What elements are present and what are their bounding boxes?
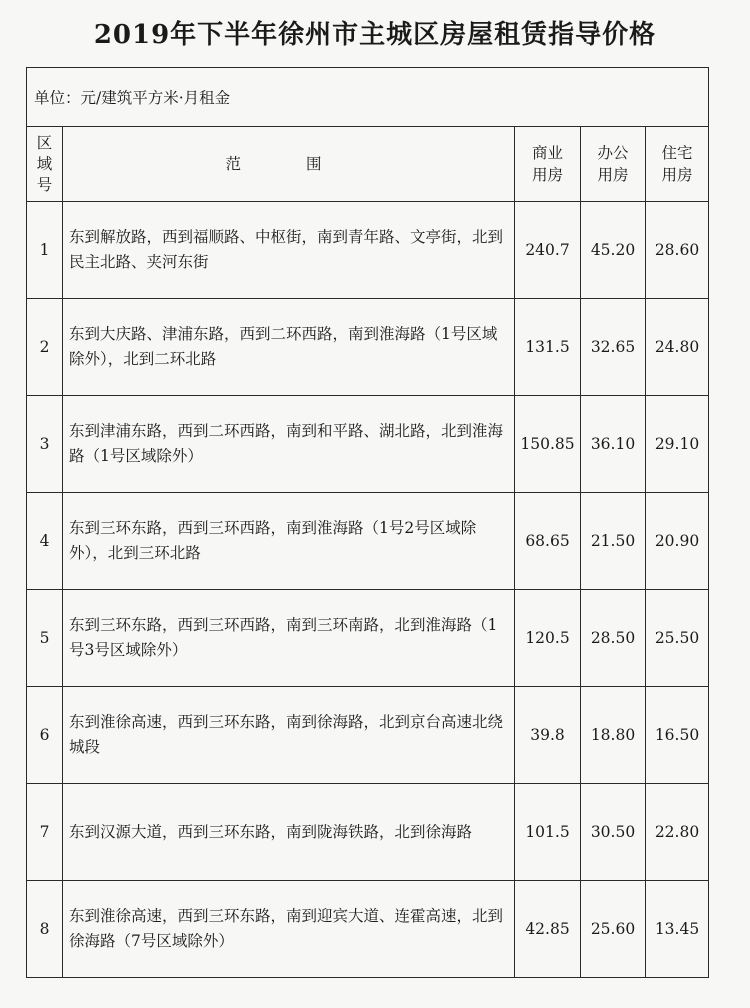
range-cell: 东到大庆路、津浦东路，西到二环西路，南到淮海路（1号区域除外），北到二环北路 xyxy=(63,299,515,396)
office-price-cell: 18.80 xyxy=(581,687,646,784)
table-row xyxy=(27,687,709,784)
zone-cell: 5 xyxy=(27,590,63,687)
table-row xyxy=(27,784,709,881)
office-header xyxy=(581,127,646,202)
table-row xyxy=(27,202,709,299)
office-price-cell: 45.20 xyxy=(581,202,646,299)
zone-header-text: 区域号 xyxy=(36,133,53,194)
table-row xyxy=(27,299,709,396)
office-price-cell: 21.50 xyxy=(581,493,646,590)
office-header-text: 办公用房 xyxy=(597,144,629,184)
page-title: 2019年下半年徐州市主城区房屋租赁指导价格 xyxy=(93,20,657,50)
zone-cell: 1 xyxy=(27,202,63,299)
commercial-price-cell: 131.5 xyxy=(515,299,581,396)
zone-header xyxy=(27,127,63,202)
commercial-price-cell: 68.65 xyxy=(515,493,581,590)
header-row xyxy=(27,127,709,202)
range-cell: 东到三环东路，西到三环西路，南到淮海路（1号2号区域除外），北到三环北路 xyxy=(63,493,515,590)
range-header-text: 范 围 xyxy=(225,155,352,173)
range-cell: 东到津浦东路，西到二环西路，南到和平路、湖北路，北到淮海路（1号区域除外） xyxy=(63,396,515,493)
office-price-cell: 36.10 xyxy=(581,396,646,493)
zone-cell: 2 xyxy=(27,299,63,396)
commercial-price-cell: 240.7 xyxy=(515,202,581,299)
table-row xyxy=(27,881,709,978)
range-header xyxy=(63,127,515,202)
range-cell: 东到三环东路，西到三环西路，南到三环南路，北到淮海路（1号3号区域除外） xyxy=(63,590,515,687)
office-price-cell: 30.50 xyxy=(581,784,646,881)
residential-price-cell: 22.80 xyxy=(646,784,709,881)
residential-price-cell: 13.45 xyxy=(646,881,709,978)
zone-cell: 7 xyxy=(27,784,63,881)
residential-price-cell: 16.50 xyxy=(646,687,709,784)
residential-header xyxy=(646,127,709,202)
zone-cell: 4 xyxy=(27,493,63,590)
commercial-price-cell: 120.5 xyxy=(515,590,581,687)
residential-price-cell: 20.90 xyxy=(646,493,709,590)
range-cell: 东到解放路，西到福顺路、中枢街，南到青年路、文亭街，北到民主北路、夹河东街 xyxy=(63,202,515,299)
unit-label: 单位：元/建筑平方米·月租金 xyxy=(27,68,709,127)
commercial-header xyxy=(515,127,581,202)
commercial-price-cell: 101.5 xyxy=(515,784,581,881)
commercial-price-cell: 150.85 xyxy=(515,396,581,493)
residential-price-cell: 28.60 xyxy=(646,202,709,299)
table-row xyxy=(27,493,709,590)
range-cell: 东到淮徐高速，西到三环东路，南到徐海路，北到京台高速北绕城段 xyxy=(63,687,515,784)
zone-cell: 6 xyxy=(27,687,63,784)
range-cell: 东到淮徐高速，西到三环东路，南到迎宾大道、连霍高速，北到徐海路（7号区域除外） xyxy=(63,881,515,978)
unit-row xyxy=(27,68,709,127)
commercial-price-cell: 42.85 xyxy=(515,881,581,978)
table-row xyxy=(27,396,709,493)
price-table xyxy=(26,67,709,978)
residential-price-cell: 24.80 xyxy=(646,299,709,396)
office-price-cell: 28.50 xyxy=(581,590,646,687)
table-body xyxy=(27,202,709,978)
zone-cell: 3 xyxy=(27,396,63,493)
commercial-header-text: 商业用房 xyxy=(531,144,563,184)
range-cell: 东到汉源大道，西到三环东路，南到陇海铁路，北到徐海路 xyxy=(63,784,515,881)
zone-cell: 8 xyxy=(27,881,63,978)
residential-price-cell: 25.50 xyxy=(646,590,709,687)
commercial-price-cell: 39.8 xyxy=(515,687,581,784)
table-row xyxy=(27,590,709,687)
residential-price-cell: 29.10 xyxy=(646,396,709,493)
office-price-cell: 32.65 xyxy=(581,299,646,396)
residential-header-text: 住宅用房 xyxy=(661,144,693,184)
office-price-cell: 25.60 xyxy=(581,881,646,978)
